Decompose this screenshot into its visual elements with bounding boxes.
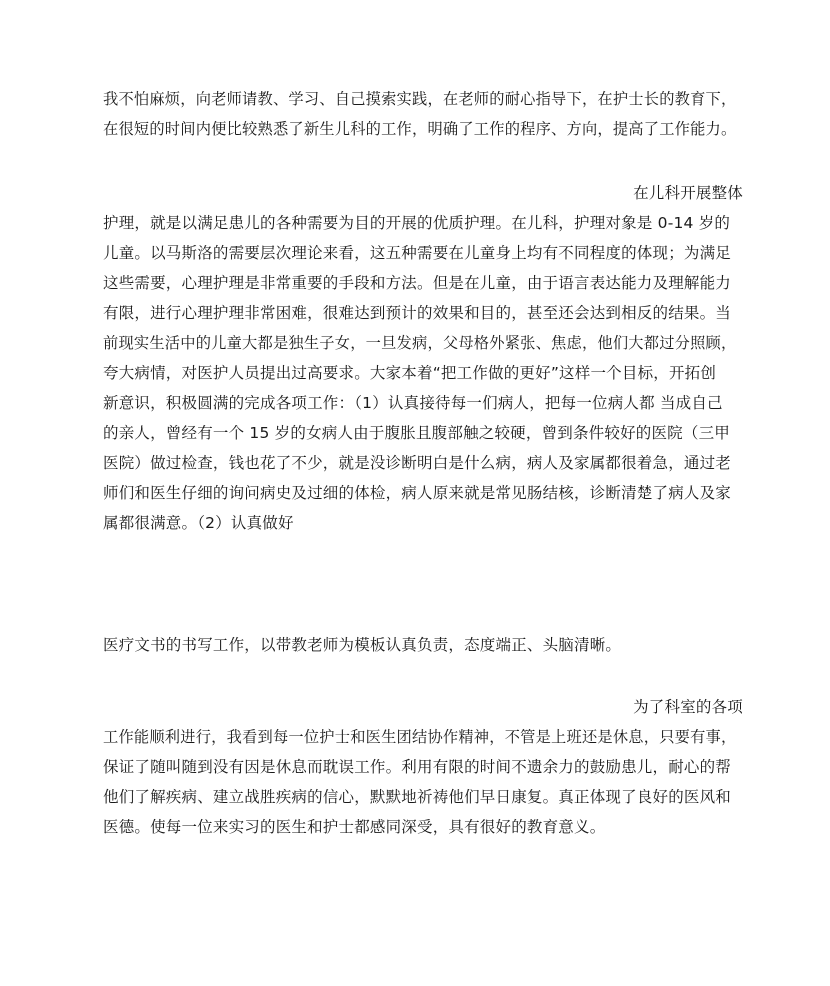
paragraph-2 <box>103 208 743 538</box>
text-line: 前现实生活中的儿童大都是独生子女，一旦发病，父母格外紧张、焦虑，他们大都过分照顾， <box>103 334 737 352</box>
text-line: 儿童。以马斯洛的需要层次理论来看，这五种需要在儿童身上均有不同程度的体现；为满足 <box>103 244 732 262</box>
text-line: 师们和医生仔细的询问病史及过细的体检，病人原来就是常见肠结核，诊断清楚了病人及家 <box>103 484 732 502</box>
paragraph-3 <box>103 630 743 660</box>
text-line: 属都很满意。（2）认真做好 <box>103 514 294 532</box>
paragraph-1 <box>103 84 743 144</box>
text-line: 新意识，积极圆满的完成各项工作：（1）认真接待每一们病人，把每一位病人都 当成自己 <box>103 394 723 412</box>
text-line: 护理，就是以满足患儿的各种需要为目的开展的优质护理。在儿科，护理对象是 0-14 岁的 <box>103 214 731 232</box>
text-line: 工作能顺利进行，我看到每一位护士和医生团结协作精神，不管是上班还是休息，只要有事， <box>103 728 737 746</box>
text-line: 他们了解疾病、建立战胜疾病的信心，默默地祈祷他们早日康复。真正体现了良好的医风和 <box>103 788 732 806</box>
text-line: 的亲人，曾经有一个 15 岁的女病人由于腹胀且腹部触之较硬，曾到条件较好的医院（三甲 <box>103 424 730 442</box>
text-line: 这些需要，心理护理是非常重要的手段和方法。但是在儿童，由于语言表达能力及理解能力 <box>103 274 732 292</box>
text-line: 有限，进行心理护理非常困难，很难达到预计的效果和目的，甚至还会达到相反的结果。当 <box>103 304 732 322</box>
paragraph-4-start: 为了科室的各项 <box>633 698 743 716</box>
text-line: 医院）做过检查，钱也花了不少，就是没诊断明白是什么病，病人及家属都很着急，通过老 <box>103 454 732 472</box>
text-line: 夸大病情，对医护人员提出过高要求。大家本着“把工作做的更好”这样一个目标，开拓创 <box>103 364 717 382</box>
text-line: 在很短的时间内便比较熟悉了新生儿科的工作，明确了工作的程序、方向，提高了工作能力。 <box>103 120 737 138</box>
paragraph-2-start: 在儿科开展整体 <box>633 184 743 202</box>
text-line: 保证了随叫随到没有因是休息而耽误工作。利用有限的时间不遗余力的鼓励患儿，耐心的帮 <box>103 758 732 776</box>
text-line: 医德。使每一位来实习的医生和护士都感同深受，具有很好的教育意义。 <box>103 818 606 836</box>
text-line: 我不怕麻烦，向老师请教、学习、自己摸索实践，在老师的耐心指导下，在护士长的教育下， <box>103 90 737 108</box>
paragraph-4 <box>103 722 743 842</box>
text-line: 医疗文书的书写工作，以带教老师为模板认真负责，态度端正、头脑清晰。 <box>103 636 622 654</box>
